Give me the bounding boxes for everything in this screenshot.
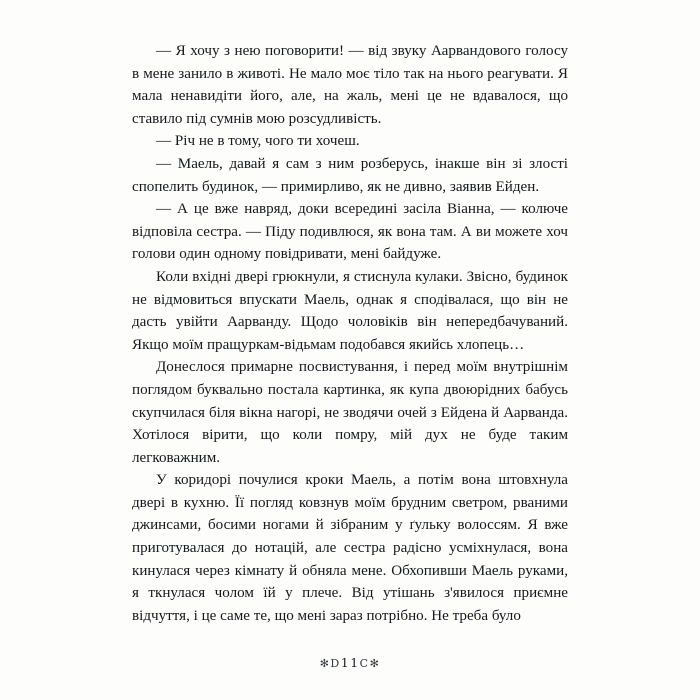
body-text xyxy=(132,40,568,627)
page-number: 11 xyxy=(340,655,360,670)
paragraph: — А це вже навряд, доки всередині засіла Віанна, — колюче відповіла сестра. — Піду подивлюся, як вона там. А ви можете хоч голови один одному повідривати, мені байдуже. xyxy=(132,201,568,263)
paragraph: — Маель, давай я сам з ним розберусь, інакше він зі злості спопелить будинок, — примирливо, як не дивно, заявив Ейден. xyxy=(132,155,568,195)
ornament-right: C✻ xyxy=(359,657,381,670)
paragraph: — Річ не в тому, чого ти хочеш. xyxy=(156,133,360,150)
page-number-footer xyxy=(132,655,568,670)
paragraph: Коли вхідні двері грюкнули, я стиснула кулаки. Звісно, будинок не відмовиться впускати Маель, однак я сподівалася, що він не дасть увійти Аарванду. Щодо чоловіків він непередбачуваний. Якщо моїм пращуркам-відьмам подобався якийсь хлопець… xyxy=(132,268,568,353)
page-text-area xyxy=(132,40,568,660)
paragraph: Донеслося примарне посвистування, і перед моїм внутрішнім поглядом буквально постала картинка, як купа двоюрідних бабусь скупчилася біля вікна нагорі, не зводячи очей з Ейдена й Аарванда. Хотілося вірити, що коли помру, мій дух не буде таким легковажним. xyxy=(132,359,568,466)
paragraph: — Я хочу з нею поговорити! — від звуку Аарвандового голосу в мене занило в животі. Не мало моє тіло так на нього реагувати. Я мала ненавидіти його, але, на жаль, мені це не вдавалося, що ставило під сумнів мою розсудливість. xyxy=(132,43,568,127)
paragraph: У коридорі почулися кроки Маель, а потім вона штовхнула двері в кухню. Її погляд ковзнув моїм брудним светром, рваними джинсами, босими ногами й зібраним у ґульку волоссям. Я вже приготувалася до нотацій, але сестра радісно усміхнулася, вона кинулася через кімнату й обняла мене. Обхопивши Маель руками, я ткнулася чолом їй у плече. Від утішань з'явилося приємне відчуття, і це саме те, що мені зараз потрібно. Не треба було xyxy=(132,472,568,624)
ornament-left: ✻D xyxy=(319,657,341,670)
